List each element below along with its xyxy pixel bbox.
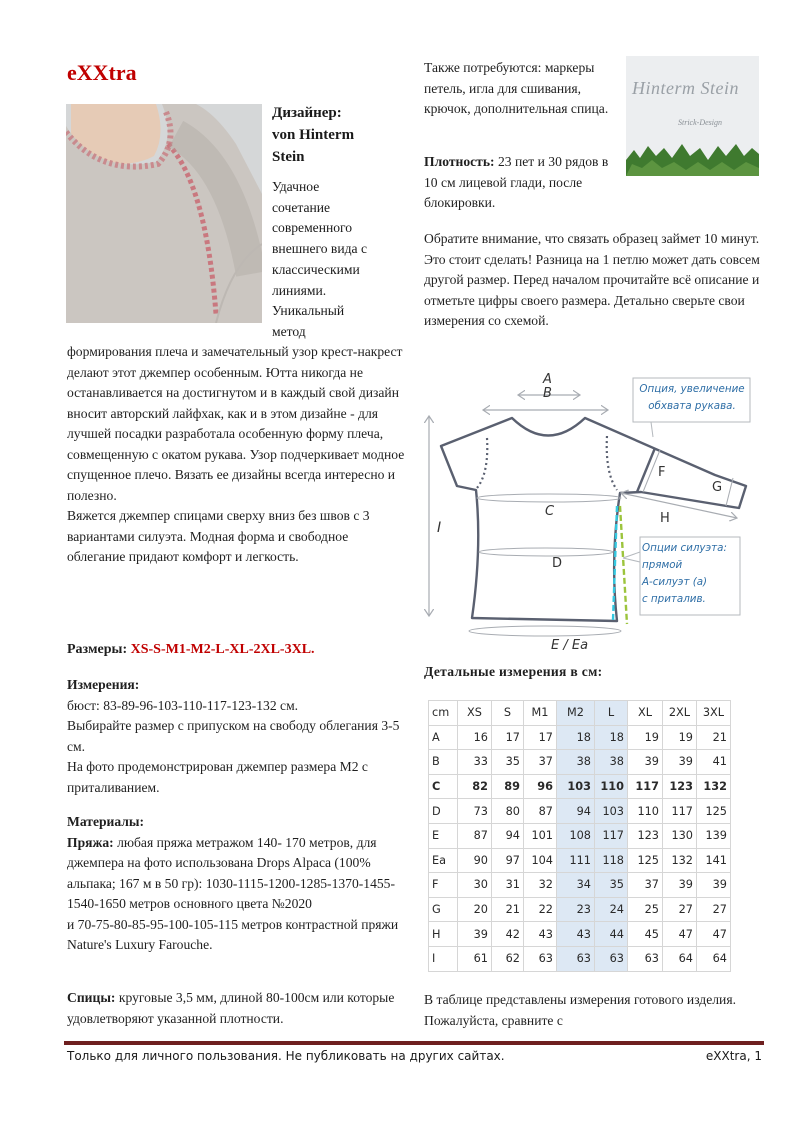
sizes-line xyxy=(67,640,407,661)
table-cell: 39 xyxy=(663,750,697,775)
callout-text: Опции силуэта: xyxy=(642,542,727,554)
label-c: C xyxy=(545,504,555,519)
table-cell: 63 xyxy=(628,946,663,971)
table-cell: 31 xyxy=(492,873,524,898)
table-cell: 117 xyxy=(663,799,697,824)
table-cell: 43 xyxy=(524,922,557,947)
designer-block xyxy=(272,102,402,168)
table-cell: 123 xyxy=(663,774,697,799)
table-cell: 41 xyxy=(697,750,731,775)
table-row xyxy=(429,922,731,947)
table-header-cell: 2XL xyxy=(663,701,697,726)
table-row xyxy=(429,848,731,873)
table-cell: 87 xyxy=(458,823,492,848)
needles-text: круговые 3,5 мм, длиной 80-100см или которые удовлетворяют указанной плотности. xyxy=(67,990,395,1026)
label-a: A xyxy=(543,372,552,387)
yarn-info xyxy=(67,833,407,915)
table-cell: 110 xyxy=(595,774,628,799)
table-cell: A xyxy=(429,725,458,750)
table-cell: 139 xyxy=(697,823,731,848)
table-cell: 130 xyxy=(663,823,697,848)
table-cell: 27 xyxy=(663,897,697,922)
table-cell: 34 xyxy=(557,873,595,898)
table-row xyxy=(429,946,731,971)
table-cell: 111 xyxy=(557,848,595,873)
measurements-heading: Измерения: xyxy=(67,677,140,692)
table-cell: 103 xyxy=(595,799,628,824)
table-cell: 20 xyxy=(458,897,492,922)
sweater-photo-illustration xyxy=(66,104,262,323)
label-f: F xyxy=(658,465,666,480)
table-header-cell: XL xyxy=(628,701,663,726)
table-cell: 61 xyxy=(458,946,492,971)
intro-line: метод xyxy=(272,323,306,339)
silhouette-option-callout xyxy=(642,540,740,608)
table-cell: 18 xyxy=(595,725,628,750)
yarn-text: любая пряжа метражом 140- 170 метров, для джемпера на фото использована Drops Alpaca (100% альпака; 167 м в 50 гр): 1030-1115-1200-1285-1370-1455-1540-1650 метров основного цвета №2020 xyxy=(67,834,396,911)
table-header-cell: 3XL xyxy=(697,701,731,726)
table-row xyxy=(429,823,731,848)
brand-title: eXXtra xyxy=(67,60,137,85)
callout-text: обхвата рукава. xyxy=(648,400,736,412)
table-cell: 63 xyxy=(524,946,557,971)
table-cell: 80 xyxy=(492,799,524,824)
materials-section xyxy=(67,812,407,956)
table-cell: 63 xyxy=(557,946,595,971)
table-header-cell: cm xyxy=(429,701,458,726)
size-advice: Выбирайте размер с припуском на свободу облегания 3-5 см. xyxy=(67,718,400,754)
gauge-text: 23 пет и 30 рядов в 10 см лицевой глади, после блокировки. xyxy=(424,154,609,210)
bust-measurements: бюст: 83-89-96-103-110-117-123-132 см. xyxy=(67,697,299,713)
logo-script: Hinterm Stein xyxy=(632,78,739,98)
fern-foliage-icon xyxy=(626,140,759,176)
table-cell: 39 xyxy=(628,750,663,775)
table-cell: 132 xyxy=(697,774,731,799)
callout-text: прямой xyxy=(642,559,683,571)
intro-line: классическими xyxy=(272,261,360,277)
table-cell: 17 xyxy=(524,725,557,750)
intro-side-text xyxy=(272,177,402,343)
table-cell: 45 xyxy=(628,922,663,947)
label-d: D xyxy=(552,556,563,571)
callout-text: с приталив. xyxy=(642,593,706,605)
table-cell: 101 xyxy=(524,823,557,848)
table-cell: Ea xyxy=(429,848,458,873)
table-cell: 108 xyxy=(557,823,595,848)
intro-paragraph-2: Вяжется джемпер спицами сверху вниз без швов с 3 вариантами силуэта. Модная форма и свободное облегание придают комфорт и легкость. xyxy=(67,508,370,564)
table-cell: 62 xyxy=(492,946,524,971)
table-cell: 22 xyxy=(524,897,557,922)
table-cell: 103 xyxy=(557,774,595,799)
table-cell: 104 xyxy=(524,848,557,873)
table-cell: 17 xyxy=(492,725,524,750)
measurements-section xyxy=(67,675,407,798)
table-cell: 39 xyxy=(663,873,697,898)
label-i: I xyxy=(437,520,442,536)
intro-line: линиями. xyxy=(272,282,327,298)
table-cell: 21 xyxy=(697,725,731,750)
gauge-label: Плотность: xyxy=(424,154,495,169)
table-row xyxy=(429,799,731,824)
sweater-photo xyxy=(66,104,262,323)
table-cell: 35 xyxy=(492,750,524,775)
table-cell: 89 xyxy=(492,774,524,799)
contrast-yarn-text: и 70-75-80-85-95-100-105-115 метров контрастной пряжи Nature's Luxury Farouche. xyxy=(67,916,399,952)
measurements-table xyxy=(428,700,731,972)
table-cell: 38 xyxy=(595,750,628,775)
table-cell: 16 xyxy=(458,725,492,750)
table-cell: 125 xyxy=(628,848,663,873)
table-cell: 87 xyxy=(524,799,557,824)
table-cell: 90 xyxy=(458,848,492,873)
table-cell: 30 xyxy=(458,873,492,898)
table-cell: 47 xyxy=(663,922,697,947)
table-cell: 23 xyxy=(557,897,595,922)
table-cell: 21 xyxy=(492,897,524,922)
intro-line: Уникальный xyxy=(272,303,345,319)
table-cell: 42 xyxy=(492,922,524,947)
table-cell: 132 xyxy=(663,848,697,873)
footer-page-number: eXXtra, 1 xyxy=(705,1049,762,1063)
table-cell: 44 xyxy=(595,922,628,947)
intro-paragraph xyxy=(67,342,407,568)
yarn-label: Пряжа: xyxy=(67,834,114,850)
label-h: H xyxy=(660,511,670,526)
table-cell: 32 xyxy=(524,873,557,898)
table-note: В таблице представлены измерения готового изделия. Пожалуйста, сравните с xyxy=(424,992,736,1028)
photo-size-note: На фото продемонстрирован джемпер размера M2 с приталиванием. xyxy=(67,759,368,795)
table-header-cell: XS xyxy=(458,701,492,726)
table-cell: 18 xyxy=(557,725,595,750)
table-cell: E xyxy=(429,823,458,848)
table-cell: 64 xyxy=(663,946,697,971)
table-cell: 141 xyxy=(697,848,731,873)
table-header-cell: M1 xyxy=(524,701,557,726)
table-cell: 73 xyxy=(458,799,492,824)
table-cell: 63 xyxy=(595,946,628,971)
table-header-cell: S xyxy=(492,701,524,726)
notions-text: Также потребуются: маркеры петель, игла для сшивания, крючок, дополнительная спица. xyxy=(424,60,609,116)
table-cell: 96 xyxy=(524,774,557,799)
sleeve-option-callout xyxy=(635,381,749,415)
table-cell: 35 xyxy=(595,873,628,898)
table-cell: 64 xyxy=(697,946,731,971)
table-cell: 43 xyxy=(557,922,595,947)
table-row xyxy=(429,774,731,799)
table-cell: 19 xyxy=(663,725,697,750)
table-cell: D xyxy=(429,799,458,824)
designer-label: Дизайнер: xyxy=(272,105,342,121)
materials-heading: Материалы: xyxy=(67,814,145,829)
table-row xyxy=(429,873,731,898)
table-cell: 24 xyxy=(595,897,628,922)
label-e: E / Ea xyxy=(551,638,589,653)
table-header-row xyxy=(429,701,731,726)
label-g: G xyxy=(712,480,723,495)
table-cell: 94 xyxy=(492,823,524,848)
table-cell: 47 xyxy=(697,922,731,947)
table-cell: 39 xyxy=(458,922,492,947)
table-cell: F xyxy=(429,873,458,898)
table-cell: 123 xyxy=(628,823,663,848)
table-cell: 38 xyxy=(557,750,595,775)
needles-label: Спицы: xyxy=(67,990,116,1005)
logo-subtitle: Strick-Design xyxy=(678,118,722,127)
table-row xyxy=(429,725,731,750)
label-b: B xyxy=(543,386,552,401)
table-cell: 117 xyxy=(628,774,663,799)
table-cell: G xyxy=(429,897,458,922)
table-cell: 117 xyxy=(595,823,628,848)
intro-line: современного xyxy=(272,220,353,236)
table-cell: 19 xyxy=(628,725,663,750)
footer-rule xyxy=(64,1041,764,1045)
intro-line: сочетание xyxy=(272,199,331,215)
designer-name-line1: von Hinterm xyxy=(272,127,355,143)
table-cell: B xyxy=(429,750,458,775)
table-title: Детальные измерения в см: xyxy=(424,664,603,679)
table-header-cell: M2 xyxy=(557,701,595,726)
gauge-swatch-note: Обратите внимание, что связать образец займет 10 минут. Это стоит сделать! Разница на 1 петлю может дать совсем другой размер. Перед началом прочитайте всё описание и отметьте цифры своего размера. Детально сверьте свои измерения со схемой. xyxy=(424,231,760,328)
table-cell: 94 xyxy=(557,799,595,824)
designer-logo xyxy=(626,56,759,176)
table-cell: 37 xyxy=(628,873,663,898)
table-row xyxy=(429,897,731,922)
table-cell: 97 xyxy=(492,848,524,873)
table-cell: H xyxy=(429,922,458,947)
callout-text: Опция, увеличение xyxy=(639,383,745,395)
table-cell: 118 xyxy=(595,848,628,873)
table-cell: 82 xyxy=(458,774,492,799)
callout-text: А-силуэт (а) xyxy=(642,576,708,588)
table-row xyxy=(429,750,731,775)
needles-section xyxy=(67,988,407,1029)
table-cell: 27 xyxy=(697,897,731,922)
table-cell: I xyxy=(429,946,458,971)
intro-line: внешнего вида с xyxy=(272,241,368,257)
table-cell: 37 xyxy=(524,750,557,775)
table-cell: 110 xyxy=(628,799,663,824)
sizes-label: Размеры: xyxy=(67,642,128,657)
sweater-schematic xyxy=(415,368,785,658)
table-cell: 125 xyxy=(697,799,731,824)
footer-disclaimer: Только для личного пользования. Не публиковать на других сайтах. xyxy=(67,1049,505,1063)
table-cell: C xyxy=(429,774,458,799)
table-cell: 39 xyxy=(697,873,731,898)
table-cell: 25 xyxy=(628,897,663,922)
intro-continuation: формирования плеча и замечательный узор крест-накрест делают этот джемпер особенным. Ютта никогда не останавливается на достигнутом и в каждый свой дизайн вносит авторский лайфхак, как и в этом дизайне - для лучшей посадки разработала особенную форму плеча, совмещенную с окатом рукава. Узор подчеркивает модное спущенное плечо. Вязать ее дизайны всегда интересно и полезно. xyxy=(67,344,405,503)
table-cell: 33 xyxy=(458,750,492,775)
designer-name-line2: Stein xyxy=(272,149,305,165)
gauge-section xyxy=(424,152,624,214)
sizes-value: XS-S-M1-M2-L-XL-2XL-3XL. xyxy=(130,642,315,657)
table-header-cell: L xyxy=(595,701,628,726)
intro-line: Удачное xyxy=(272,179,320,194)
